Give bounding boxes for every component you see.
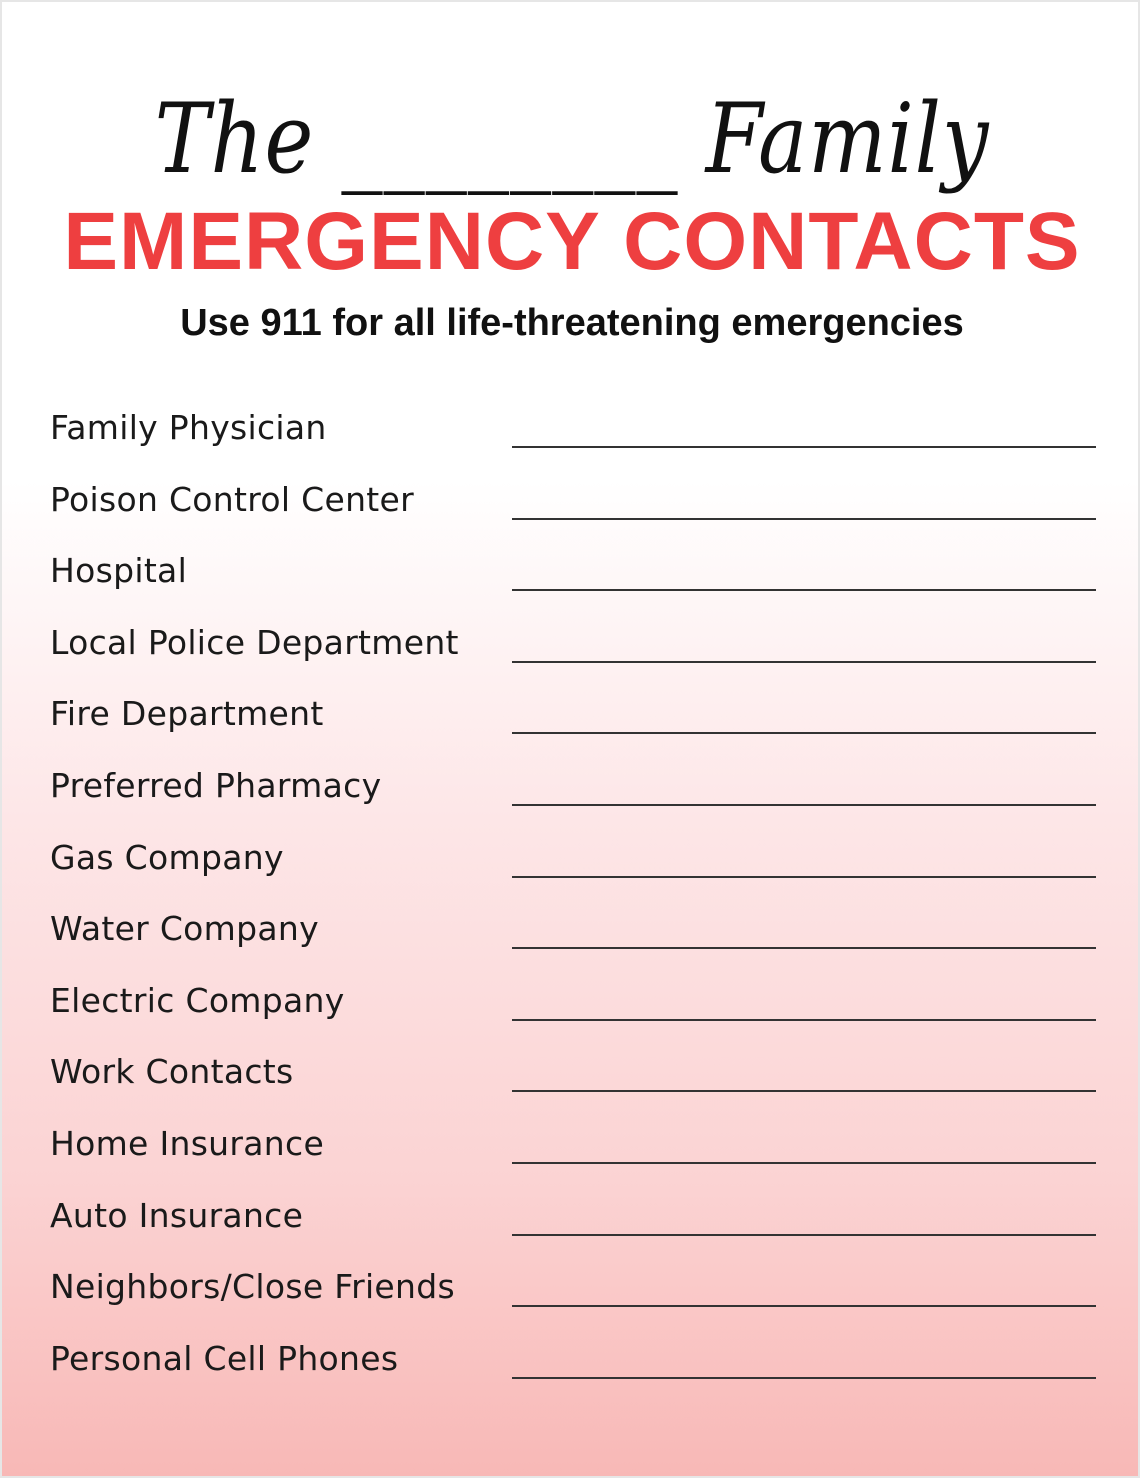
contact-label: Auto Insurance: [50, 1195, 304, 1235]
write-in-line: [512, 804, 1096, 806]
contact-label: Home Insurance: [50, 1123, 325, 1163]
contact-label: Work Contacts: [50, 1052, 294, 1092]
write-in-line: [512, 1377, 1096, 1379]
contact-label: Personal Cell Phones: [50, 1338, 399, 1378]
write-in-line: [512, 589, 1096, 591]
contact-row: [50, 1329, 1096, 1401]
contact-row: [50, 398, 1096, 470]
contact-row: [50, 828, 1096, 900]
contact-row: [50, 971, 1096, 1043]
write-in-line: [512, 876, 1096, 878]
write-in-line: [512, 1305, 1096, 1307]
contact-row: [50, 684, 1096, 756]
contact-label: Neighbors/Close Friends: [50, 1267, 455, 1307]
contact-label: Electric Company: [50, 980, 345, 1020]
contact-label: Family Physician: [50, 408, 327, 447]
write-in-line: [512, 1234, 1096, 1236]
contact-label: Water Company: [50, 909, 319, 949]
contact-label: Fire Department: [50, 694, 324, 734]
contact-row: [50, 541, 1096, 613]
contact-label: Preferred Pharmacy: [50, 765, 382, 805]
contact-list: [50, 398, 1096, 1400]
write-in-line: [512, 661, 1096, 663]
contact-row: [50, 613, 1096, 685]
contact-row: [50, 1186, 1096, 1258]
write-in-line: [512, 1019, 1096, 1021]
contact-row: [50, 1257, 1096, 1329]
contact-row: [50, 1042, 1096, 1114]
family-name-title: The ________ Family: [154, 83, 990, 195]
write-in-line: [512, 446, 1096, 448]
write-in-line: [512, 947, 1096, 949]
contact-row: [50, 899, 1096, 971]
contact-label: Poison Control Center: [50, 479, 415, 519]
contact-row: [50, 470, 1096, 542]
write-in-line: [512, 1090, 1096, 1092]
write-in-line: [512, 1162, 1096, 1164]
write-in-line: [512, 732, 1096, 734]
contact-row: [50, 756, 1096, 828]
contact-label: Local Police Department: [50, 622, 459, 662]
write-in-line: [512, 518, 1096, 520]
contact-row: [50, 1114, 1096, 1186]
page-title: EMERGENCY CONTACTS: [63, 196, 1081, 287]
contact-label: Hospital: [50, 551, 188, 591]
contact-label: Gas Company: [50, 837, 284, 877]
page-subtitle: Use 911 for all life-threatening emergencies: [180, 302, 964, 344]
